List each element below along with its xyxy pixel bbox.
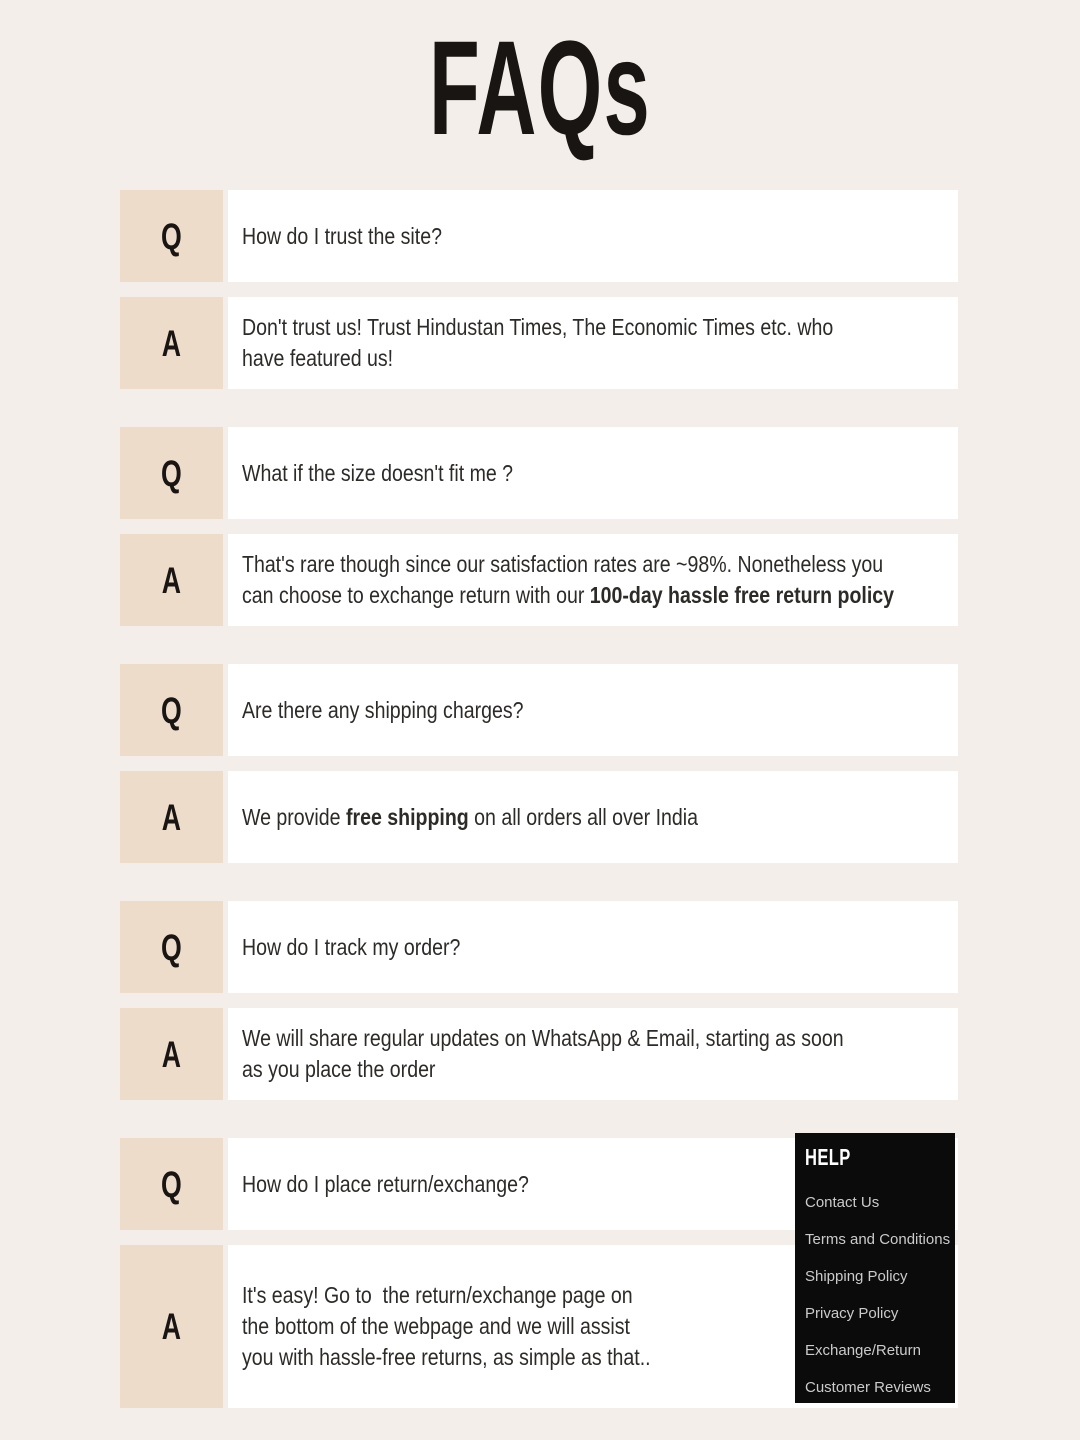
answer-card [228,297,958,389]
answer-letter: A [161,796,182,838]
answer-line [242,1054,846,1085]
faq-pair [120,427,958,626]
question-label-box [120,427,223,519]
help-menu-title: HELP [805,1144,851,1170]
help-link-exchange-return[interactable]: Exchange/Return [805,1342,921,1360]
answer-line [242,580,895,611]
faq-answer-row [120,534,958,626]
question-text: How do I track my order? [242,933,461,960]
answer-segment: have featured us! [242,345,394,371]
page-title-text: FAQs [429,14,651,163]
answer-card [228,771,958,863]
page-title [0,14,1080,163]
faq-answer-row [120,1008,958,1100]
answer-segment: We will share regular updates on WhatsApp & Email, starting as soon [242,1025,844,1051]
question-text: How do I place return/exchange? [242,1170,529,1197]
answer-line [242,549,884,580]
answer-label-box [120,1245,223,1408]
faq-pair [120,664,958,863]
faq-answer-row [120,297,958,389]
question-label-box [120,1138,223,1230]
question-label-box [120,190,223,282]
answer-segment-bold: 100-day hassle free return policy [589,582,895,608]
answer-line [242,343,846,374]
answer-label-box [120,534,223,626]
answer-segment: That's rare though since our satisfaction rates are ~98%. Nonetheless you [242,551,884,577]
faq-answer-row [120,771,958,863]
answer-line [242,1023,846,1054]
question-card [228,664,958,756]
answer-letter: A [161,559,182,601]
answer-segment: the bottom of the webpage and we will assist [242,1313,630,1339]
help-link-customer-reviews[interactable]: Customer Reviews [805,1379,931,1397]
answer-line [242,802,846,833]
faq-pair [120,901,958,1100]
question-letter: Q [161,1163,182,1205]
help-link-terms-and-conditions[interactable]: Terms and Conditions [805,1231,951,1249]
faq-question-row [120,664,958,756]
answer-card [228,534,958,626]
question-card [228,190,958,282]
answer-line [242,1311,846,1342]
question-label-box [120,901,223,993]
answer-letter: A [161,1306,182,1347]
help-menu-items [805,1195,949,1396]
answer-segment: It's easy! Go to the return/exchange page on [242,1282,633,1308]
answer-card [228,1008,958,1100]
answer-segment: as you place the order [242,1056,436,1082]
answer-line [242,1280,846,1311]
question-text: What if the size doesn't fit me ? [242,459,514,486]
question-letter: Q [161,689,182,731]
answer-letter: A [161,322,182,364]
answer-segment: can choose to exchange return with our [242,582,590,608]
answer-segment: on all orders all over India [468,803,699,830]
answer-segment: you with hassle-free returns, as simple as that.. [242,1344,651,1370]
question-letter: Q [161,215,182,257]
answer-segment: We provide [242,803,346,830]
help-link-contact-us[interactable]: Contact Us [805,1194,880,1212]
answer-segment: Don't trust us! Trust Hindustan Times, The Economic Times etc. who [242,314,834,340]
answer-label-box [120,771,223,863]
answer-line [242,1342,846,1373]
question-letter: Q [161,452,182,494]
help-link-privacy-policy[interactable]: Privacy Policy [805,1305,899,1323]
answer-segment-bold: free shipping [345,803,469,830]
help-menu [795,1133,955,1403]
help-link-shipping-policy[interactable]: Shipping Policy [805,1268,908,1286]
faq-question-row [120,190,958,282]
answer-letter: A [161,1033,182,1075]
question-card [228,901,958,993]
answer-label-box [120,1008,223,1100]
question-text: Are there any shipping charges? [242,696,524,723]
faq-pair [120,190,958,389]
question-text: How do I trust the site? [242,222,442,249]
faq-question-row [120,901,958,993]
answer-line [242,312,846,343]
question-card [228,427,958,519]
question-label-box [120,664,223,756]
answer-label-box [120,297,223,389]
question-letter: Q [161,926,182,968]
faq-question-row [120,427,958,519]
